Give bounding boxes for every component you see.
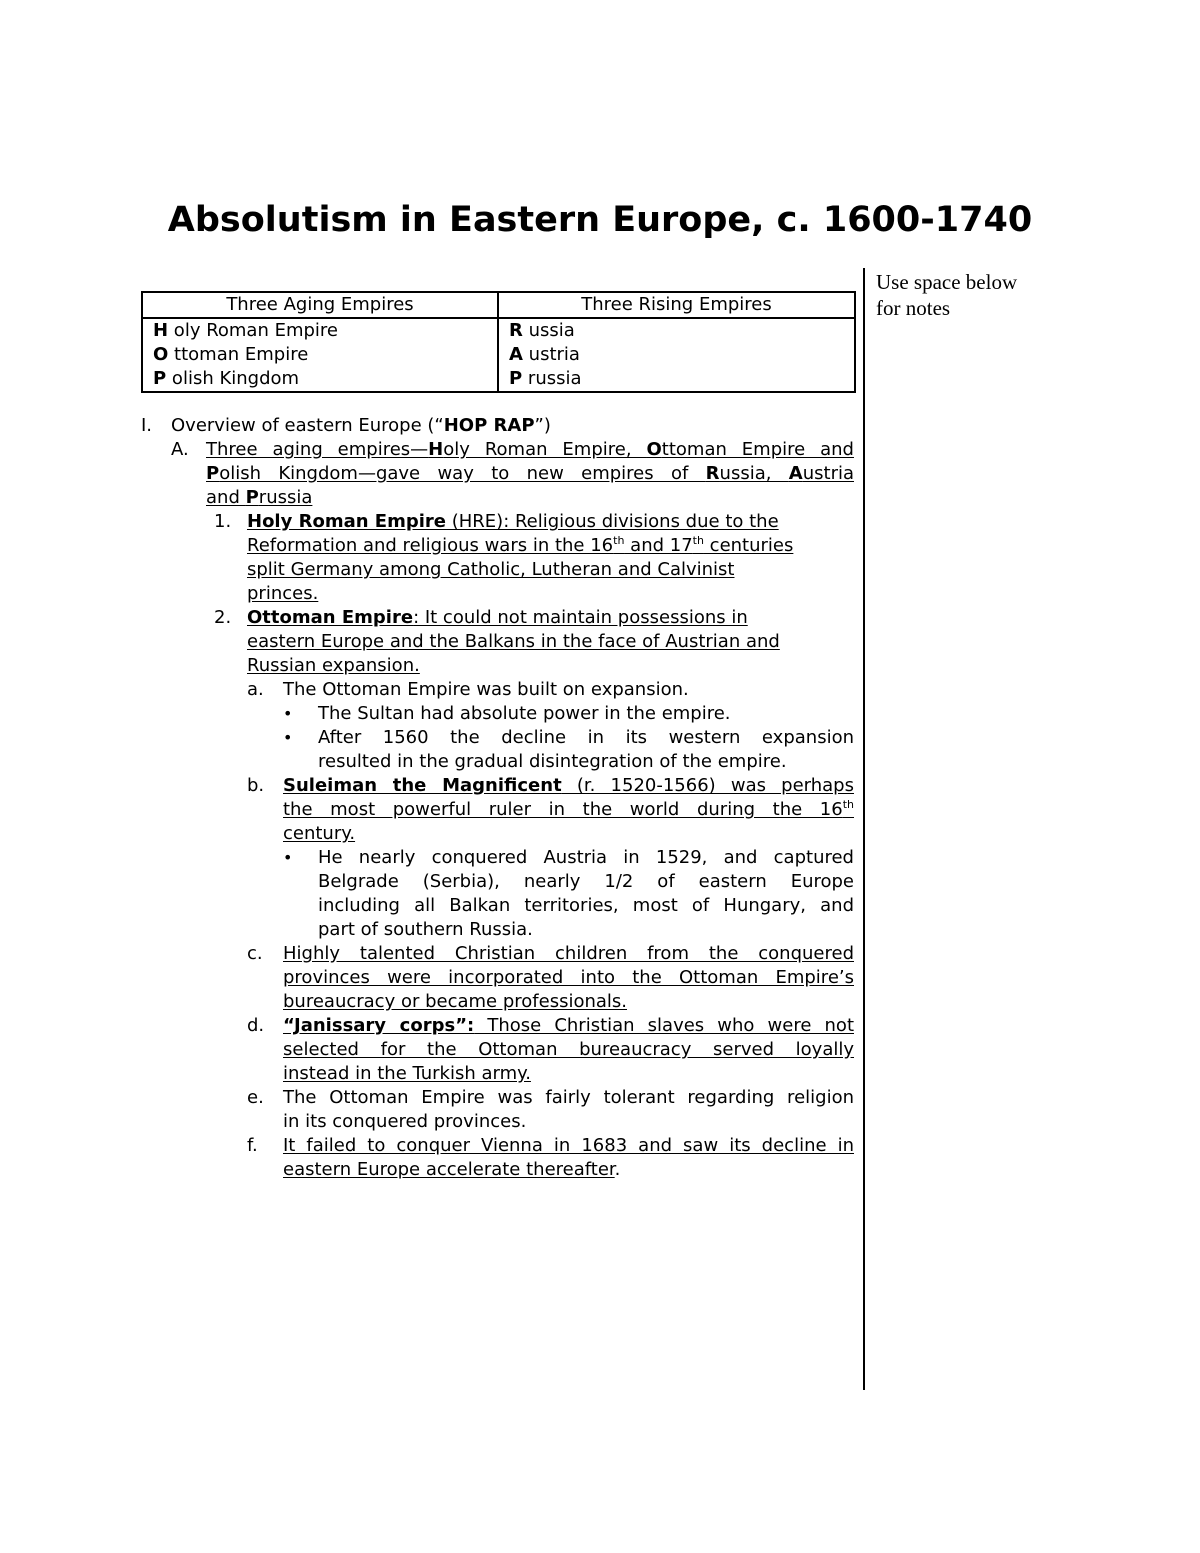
text-segment: . xyxy=(614,1159,621,1180)
text-segment: russia xyxy=(258,487,313,508)
outline-marker: a. xyxy=(247,679,264,700)
outline-text: in its conquered provinces. xyxy=(283,1111,527,1132)
superscript: th xyxy=(692,534,704,547)
initial-letter: A xyxy=(509,344,523,365)
outline-text: The Sultan had absolute power in the empire. xyxy=(318,703,731,724)
outline-marker: c. xyxy=(247,943,263,964)
text-segment: the most powerful ruler in the world during the 16 xyxy=(283,799,843,820)
notes-hint-line: for notes xyxy=(876,296,951,320)
outline-text: split Germany among Catholic, Lutheran and Calvinist xyxy=(247,559,735,580)
text-segment: Those Christian slaves who were not xyxy=(474,1015,854,1036)
outline-text: selected for the Ottoman bureaucracy served loyally xyxy=(283,1039,854,1060)
empire-name-rest: ustria xyxy=(522,344,580,365)
outline-marker: I. xyxy=(141,415,153,436)
outline-text xyxy=(247,606,748,630)
outline-text: including all Balkan territories, most of Hungary, and xyxy=(318,895,854,916)
bullet-icon: • xyxy=(283,848,293,867)
bold-initial: P xyxy=(245,487,259,508)
page-title: Absolutism in Eastern Europe, c. 1600-1740 xyxy=(167,200,1033,240)
outline-text: Belgrade (Serbia), nearly 1/2 of eastern Europe xyxy=(318,871,854,892)
table-cell-line xyxy=(509,367,854,391)
bold-segment: HOP RAP xyxy=(443,415,535,436)
rising-empires-cell xyxy=(498,318,855,392)
outline-text: part of southern Russia. xyxy=(318,919,533,940)
superscript: th xyxy=(842,798,854,811)
text-segment: Overview of eastern Europe (“ xyxy=(171,415,444,436)
bold-initial: A xyxy=(788,463,803,484)
empire-name-rest: ussia xyxy=(522,320,575,341)
outline-text: bureaucracy or became professionals. xyxy=(283,991,628,1012)
outline-text xyxy=(206,486,312,510)
outline-marker: b. xyxy=(247,775,265,796)
text-segment: Reformation and religious wars in the 16 xyxy=(247,535,614,556)
text-segment: ustria xyxy=(802,463,854,484)
initial-letter: P xyxy=(509,368,523,389)
bold-segment: “Janissary corps”: xyxy=(283,1015,475,1036)
empire-name-rest: russia xyxy=(522,368,582,389)
initial-letter: O xyxy=(153,344,169,365)
outline-marker: 1. xyxy=(214,511,232,532)
notes-column-divider xyxy=(863,268,865,1390)
outline-text: After 1560 the decline in its western expansion xyxy=(318,727,854,748)
outline-text xyxy=(283,774,854,798)
bold-initial: P xyxy=(206,463,220,484)
table-cell-line xyxy=(153,319,497,343)
table-header-row xyxy=(142,292,855,318)
table-cell-line xyxy=(509,343,854,367)
table-row xyxy=(142,318,855,392)
initial-letter: H xyxy=(153,320,169,341)
outline-marker: 2. xyxy=(214,607,232,628)
outline-text: instead in the Turkish army. xyxy=(283,1063,531,1084)
bold-initial: O xyxy=(646,439,662,460)
outline-text xyxy=(206,462,854,486)
outline-text xyxy=(283,1014,854,1038)
notes-hint-line: Use space below xyxy=(876,270,1018,294)
text-segment: ttoman Empire and xyxy=(661,439,854,460)
outline-text xyxy=(283,798,854,822)
outline-text: Highly talented Christian children from the conquered xyxy=(283,943,854,964)
text-segment: : It could not maintain possessions in xyxy=(413,607,748,628)
outline-text: resulted in the gradual disintegration of the empire. xyxy=(318,751,787,772)
outline-text xyxy=(206,438,854,462)
outline-marker: f. xyxy=(247,1135,258,1156)
bold-segment: Holy Roman Empire xyxy=(247,511,447,532)
outline-text xyxy=(247,510,779,534)
bullet-icon: • xyxy=(283,704,293,723)
outline-text: princes. xyxy=(247,583,319,604)
text-segment: (HRE): Religious divisions due to the xyxy=(446,511,779,532)
bold-segment: Ottoman Empire xyxy=(247,607,414,628)
outline-marker: A. xyxy=(171,439,189,460)
empire-name-rest: olish Kingdom xyxy=(166,368,300,389)
text-segment: and xyxy=(206,487,246,508)
table-cell-line xyxy=(153,367,497,391)
aging-empires-cell xyxy=(142,318,498,392)
outline-text: The Ottoman Empire was fairly tolerant regarding religion xyxy=(283,1087,854,1108)
text-segment: olish Kingdom—gave way to new empires of xyxy=(219,463,706,484)
bold-initial: R xyxy=(705,463,720,484)
text-segment: eastern Europe accelerate thereafter xyxy=(283,1159,615,1180)
outline-marker: d. xyxy=(247,1015,265,1036)
header-rising-empires: Three Rising Empires xyxy=(498,292,855,318)
bold-initial: H xyxy=(428,439,444,460)
text-segment: Three aging empires— xyxy=(206,439,429,460)
text-segment: (r. 1520-1566) was perhaps xyxy=(561,775,854,796)
outline-text xyxy=(171,414,551,438)
text-segment: centuries xyxy=(703,535,794,556)
outline-text: provinces were incorporated into the Ottoman Empire’s xyxy=(283,967,854,988)
bullet-icon: • xyxy=(283,728,293,747)
outline-text xyxy=(247,534,793,558)
initial-letter: R xyxy=(509,320,523,341)
text-segment: and 17 xyxy=(624,535,693,556)
text-segment: ”) xyxy=(534,415,551,436)
table-cell-line xyxy=(153,343,497,367)
text-segment: ussia, xyxy=(719,463,789,484)
superscript: th xyxy=(613,534,625,547)
initial-letter: P xyxy=(153,368,167,389)
bold-segment: Suleiman the Magnificent xyxy=(283,775,562,796)
text-segment: oly Roman Empire, xyxy=(443,439,647,460)
outline-text: century. xyxy=(283,823,356,844)
header-aging-empires: Three Aging Empires xyxy=(142,292,498,318)
outline-marker: e. xyxy=(247,1087,264,1108)
empire-name-rest: oly Roman Empire xyxy=(168,320,339,341)
empire-name-rest: ttoman Empire xyxy=(168,344,309,365)
outline-text: It failed to conquer Vienna in 1683 and saw its decline in xyxy=(283,1135,854,1156)
outline-text: The Ottoman Empire was built on expansion. xyxy=(283,679,689,700)
table-cell-line xyxy=(509,319,854,343)
notes-hint xyxy=(876,269,1076,321)
outline-text xyxy=(283,1158,620,1182)
empire-comparison-table xyxy=(141,291,856,393)
outline-text: Russian expansion. xyxy=(247,655,420,676)
outline-text: He nearly conquered Austria in 1529, and captured xyxy=(318,847,854,868)
outline-text: eastern Europe and the Balkans in the face of Austrian and xyxy=(247,631,780,652)
